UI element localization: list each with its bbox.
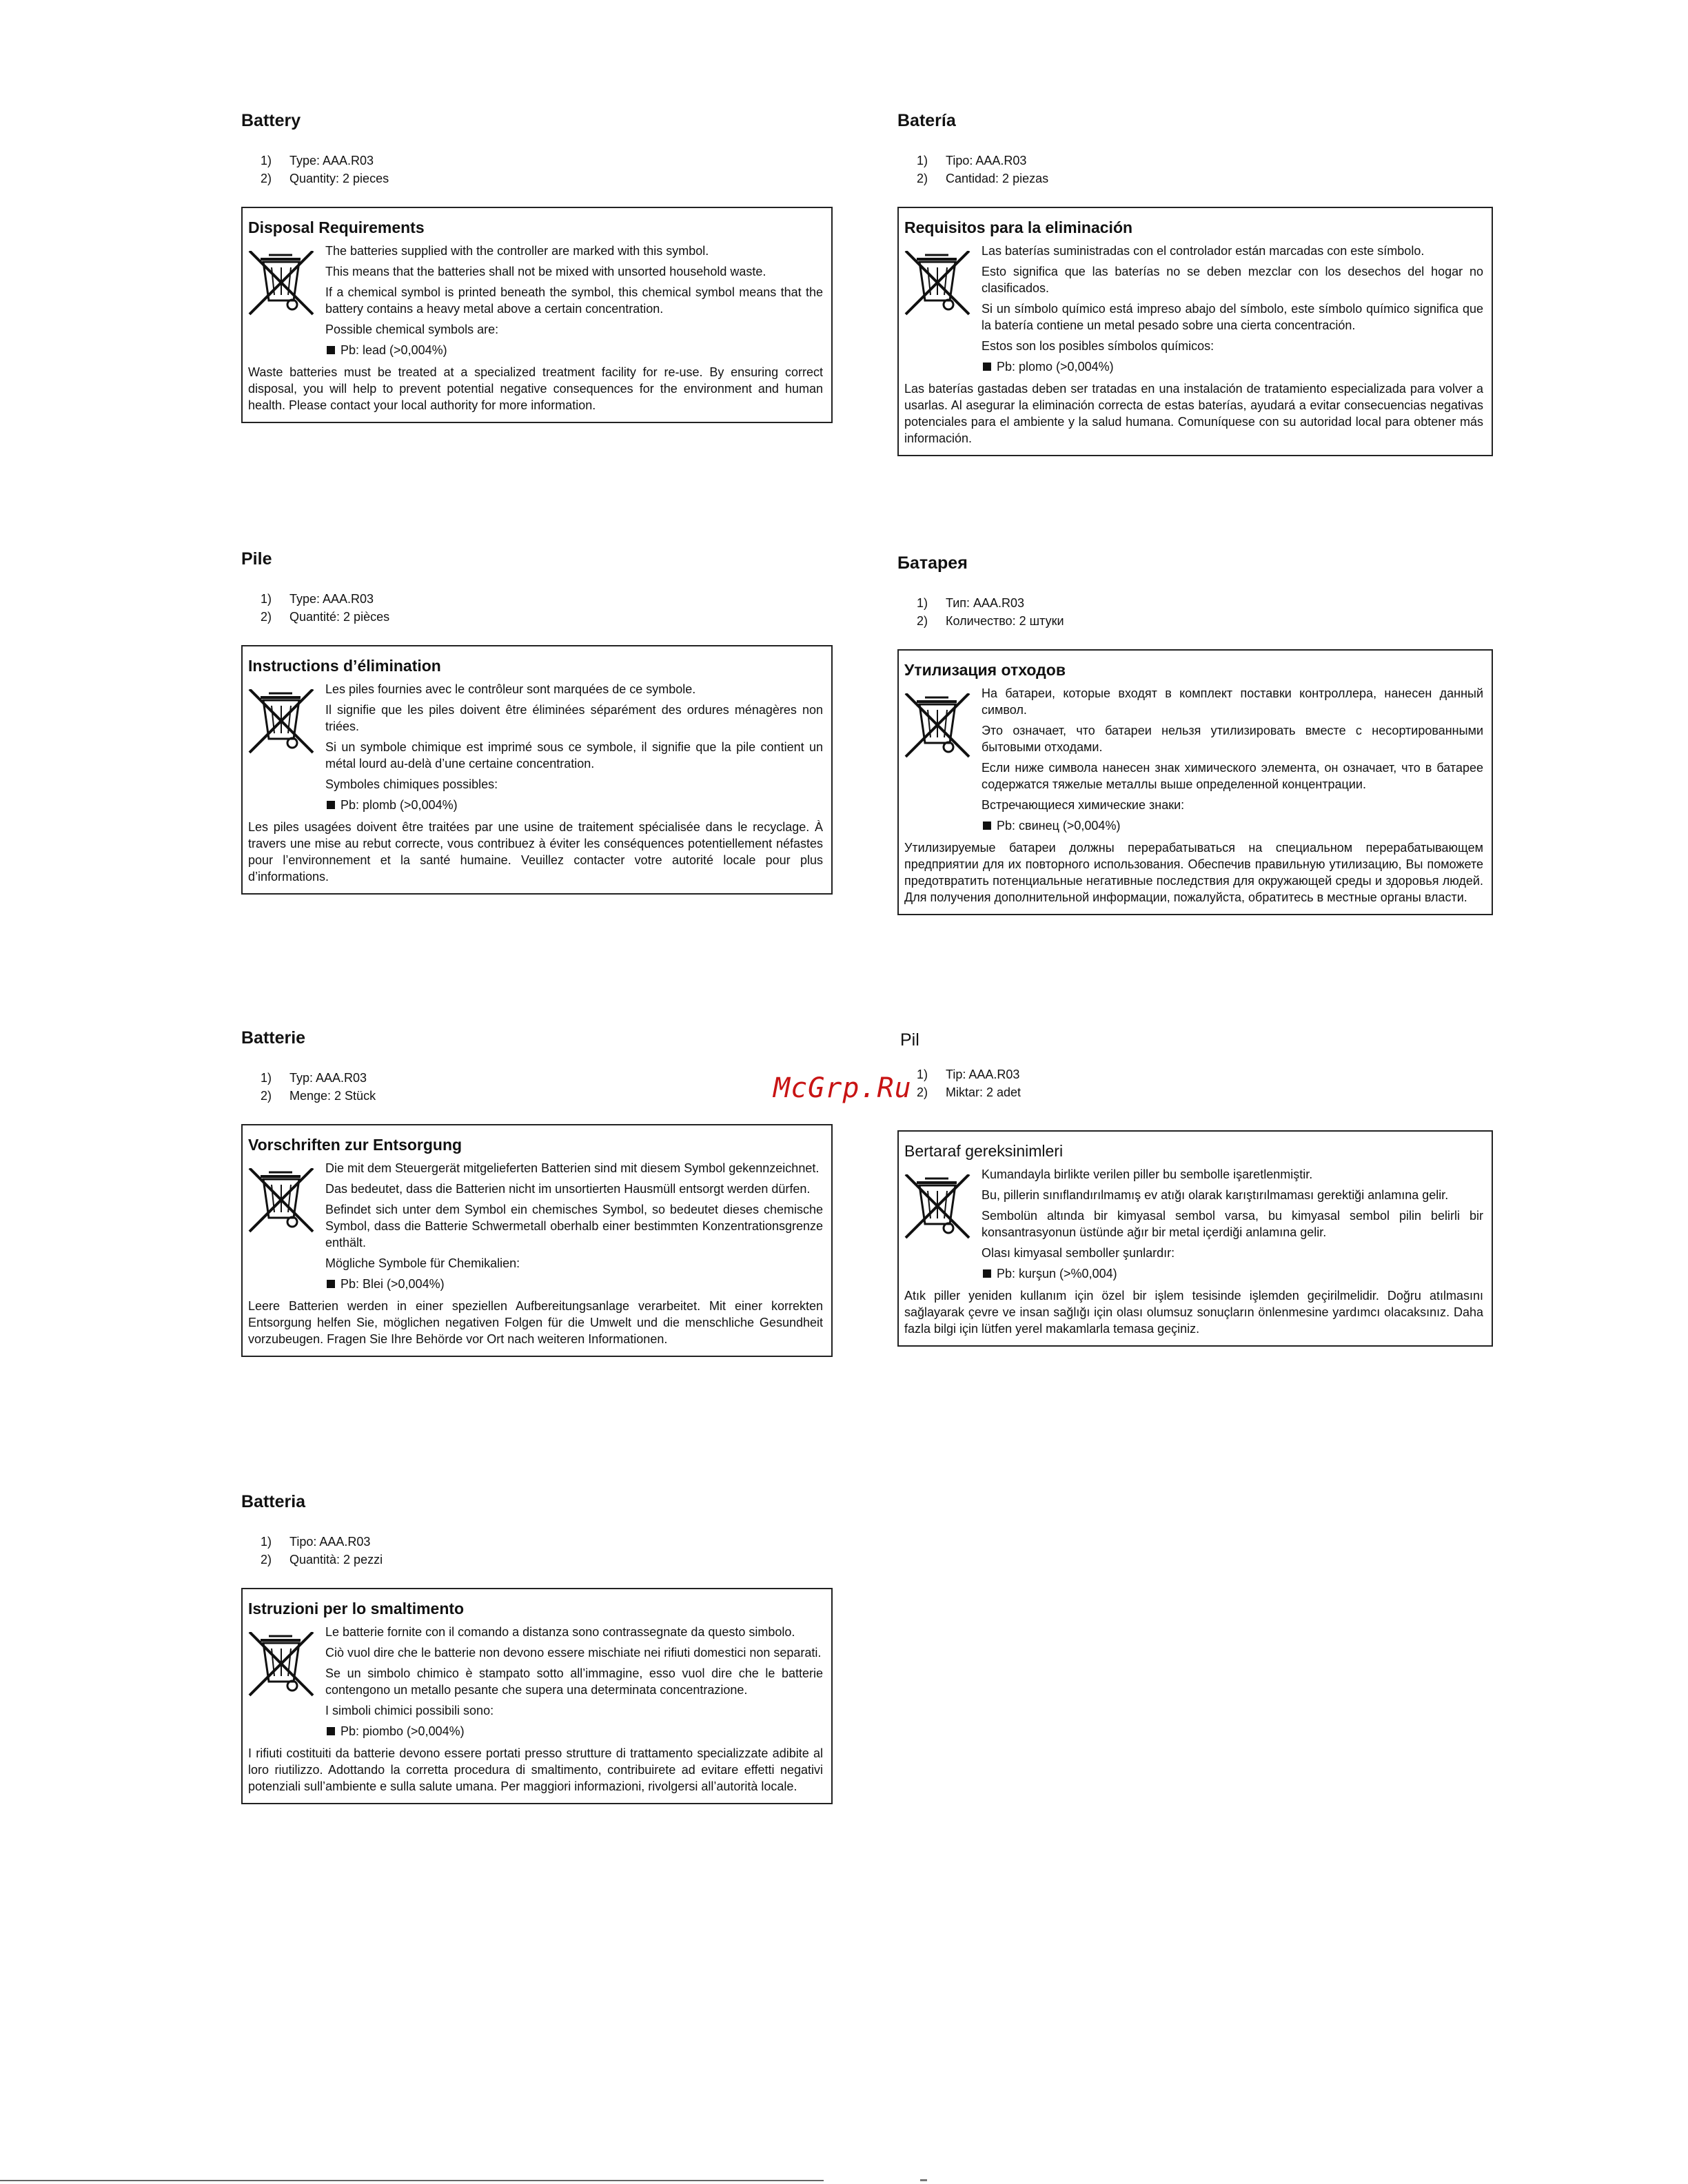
crossed-bin-icon [904,685,982,838]
section-battery-tr [900,1030,1493,1336]
box-line: Symboles chimiques possibles: [325,777,498,791]
spec-item [241,608,834,626]
box-line: Estos son los posibles símbolos químicos: [982,339,1214,353]
spec-number: 1) [261,1071,272,1085]
spec-list [241,590,834,626]
disposal-box [241,1588,833,1804]
spec-item [241,152,834,170]
chemical-symbol-item: Pb: свинец (>0,004%) [982,817,1483,834]
section-title: Battery [241,111,301,130]
spec-text: Quantity: 2 pieces [289,172,389,185]
watermark: McGrp.Ru [773,1072,912,1104]
box-line: Se un simbolo chimico è stampato sotto all’immagine, esso vuol dire che le batterie contengono un metallo pesante che supera una determinata concentrazione. [325,1666,823,1697]
crossed-bin-icon [248,1160,325,1296]
box-line: Si un symbole chimique est imprimé sous ce symbole, il signifie que la pile contient un métal lourd au-delà d’une certaine concentration. [325,740,823,770]
waste-paragraph: Утилизируемые батареи должны перерабатываться на специальном перерабатывающем предприятии для их повторного использования. Обеспечив правильную утилизацию, Вы поможете предотвратить потенциальные негативные последствия для окружающей среды и здоровья людей. Для получения дополнительной информации, пожалуйста, обратитесь в местные органы власти. [904,841,1483,904]
section-battery-de [241,1028,834,1346]
disposal-box [897,1130,1493,1347]
box-title: Утилизация отходов [904,661,1066,679]
box-line: Le batterie fornite con il comando a distanza sono contrassegnate da questo simbolo. [325,1625,795,1639]
box-line: Si un símbolo químico está impreso abajo del símbolo, este símbolo químico significa que la batería contiene un metal pesado sobre una cierta concentración. [982,302,1483,332]
page-bottom-rule [0,2180,824,2181]
section-title: Batteria [241,1492,306,1511]
box-line: Mögliche Symbole für Chemikalien: [325,1256,520,1270]
box-line: Esto significa que las baterías no se deben mezclar con los desechos del hogar no clasificados. [982,265,1483,295]
spec-item [900,1065,1493,1083]
chemical-symbol-item: Pb: plomo (>0,004%) [982,358,1483,375]
box-title: Disposal Requirements [248,218,425,236]
section-title: Batería [897,111,956,130]
spec-item [241,1551,834,1569]
spec-item [900,1083,1493,1101]
box-title: Requisitos para la eliminación [904,218,1133,236]
chemical-symbol-item: Pb: lead (>0,004%) [325,342,823,358]
box-line: This means that the batteries shall not be mixed with unsorted household waste. [325,265,766,278]
crossed-bin-icon [904,243,982,379]
spec-text: Tipo: AAA.R03 [289,1535,371,1549]
chemical-symbol-item: Pb: kurşun (>%0,004) [982,1265,1483,1282]
box-line: Sembolün altında bir kimyasal sembol varsa, bu kimyasal sembol pilin belirli bir konsantrasyonun üstünde ağır bir metal içerdiği anlamına gelir. [982,1209,1483,1239]
box-line: The batteries supplied with the controller are marked with this symbol. [325,244,709,258]
crossed-bin-icon [248,681,325,817]
crossed-bin-icon [248,1624,325,1744]
spec-number: 1) [261,592,272,606]
spec-number: 1) [261,154,272,167]
spec-number: 1) [917,154,928,167]
box-line: Kumandayla birlikte verilen piller bu sembolle işaretlenmiştir. [982,1167,1313,1181]
box-line: If a chemical symbol is printed beneath the symbol, this chemical symbol means that the battery contains a heavy metal above a certain concentration. [325,285,823,316]
spec-item [241,1069,834,1087]
disposal-box [241,1124,833,1357]
box-line: Les piles fournies avec le contrôleur sont marquées de ce symbole. [325,682,696,696]
spec-item [897,152,1490,170]
disposal-box [897,649,1493,915]
spec-list [897,152,1490,187]
spec-list [900,1065,1493,1101]
spec-number: 2) [261,1089,272,1103]
waste-paragraph: Les piles usagées doivent être traitées par une usine de traitement spécialisée dans le recyclage. À travers une mise au rebut correcte, vous contribuez à éviter les conséquences potentiellement néfastes pour l’environnement et la santé humaine. Veuillez contacter votre autorité locale pour plus d’informations. [248,820,823,884]
box-line: На батареи, которые входят в комплект поставки контроллера, нанесен данный символ. [982,686,1483,717]
box-line: Das bedeutet, dass die Batterien nicht im unsortierten Hausmüll entsorgt werden dürfen. [325,1182,811,1196]
spec-number: 2) [261,1553,272,1566]
spec-number: 2) [917,614,928,628]
spec-text: Тип: AAA.R03 [946,596,1025,610]
box-line: Il signifie que les piles doivent être éliminées séparément des ordures ménagères non triées. [325,703,823,733]
spec-number: 2) [261,610,272,624]
disposal-box [241,207,833,423]
box-line: Die mit dem Steuergerät mitgelieferten Batterien sind mit diesem Symbol gekennzeichnet. [325,1161,820,1175]
waste-paragraph: Leere Batterien werden in einer speziellen Aufbereitungsanlage verarbeitet. Mit einer korrekten Entsorgung helfen Sie, möglichen negativen Folgen für die Umwelt und die menschliche Gesundheit vorzubeugen. Fragen Sie Ihre Behörde vor Ort nach weiteren Informationen. [248,1299,823,1346]
spec-text: Tip: AAA.R03 [946,1068,1020,1081]
spec-item [897,170,1490,187]
section-battery-es [897,110,1490,445]
spec-item [241,1533,834,1551]
box-title: Vorschriften zur Entsorgung [248,1136,462,1154]
spec-number: 1) [261,1535,272,1549]
spec-text: Количество: 2 штуки [946,614,1064,628]
section-title: Pil [900,1030,919,1050]
waste-paragraph: I rifiuti costituiti da batterie devono essere portati presso strutture di trattamento specializzate adibite al loro riutilizzo. Adottando la corretta procedura di smaltimento, contribuirete ad evitare effetti negativi potenziali sull’ambiente e sulla salute umana. Per maggiori informazioni, rivolgersi all’autorità locale. [248,1746,823,1793]
box-line: I simboli chimici possibili sono: [325,1704,494,1717]
spec-number: 2) [917,1085,928,1099]
box-line: Bu, pillerin sınıflandırılmamış ev atığı olarak karıştırılmaması gerektiği anlamına gelir. [982,1188,1449,1202]
spec-text: Tipo: AAA.R03 [946,154,1027,167]
spec-number: 1) [917,1068,928,1081]
box-line: Встречающиеся химические знаки: [982,798,1185,812]
spec-item [241,170,834,187]
spec-text: Cantidad: 2 piezas [946,172,1049,185]
box-line: Ciò vuol dire che le batterie non devono essere mischiate nei rifiuti domestici non separati. [325,1646,822,1660]
waste-paragraph: Waste batteries must be treated at a specialized treatment facility for re-use. By ensuring correct disposal, you will help to prevent potential negative consequences for the environment and human health. Please contact your local authority for more information. [248,365,823,412]
section-title: Батарея [897,553,968,573]
section-battery-ru [897,553,1490,904]
section-title: Pile [241,549,272,569]
chemical-symbol-item: Pb: Blei (>0,004%) [325,1276,823,1292]
section-battery-en [241,110,834,412]
spec-item [897,612,1490,630]
spec-text: Quantità: 2 pezzi [289,1553,383,1566]
spec-list [241,1533,834,1569]
spec-list [241,152,834,187]
spec-number: 2) [261,172,272,185]
spec-number: 2) [917,172,928,185]
spec-text: Quantité: 2 pièces [289,610,390,624]
spec-number: 1) [917,596,928,610]
spec-text: Menge: 2 Stück [289,1089,376,1103]
box-line: Это означает, что батареи нельзя утилизировать вместе с несортированными бытовыми отходами. [982,724,1483,754]
chemical-symbol-item: Pb: piombo (>0,004%) [325,1723,823,1739]
waste-paragraph: Las baterías gastadas deben ser tratadas en una instalación de tratamiento especializada para volver a usarlas. Al asegurar la eliminación correcta de estas baterías, ayudará a evitar consecuencias negativas potenciales para el ambiente y la salud humana. Comuníquese con su autoridad local para obtener más información. [904,382,1483,445]
spec-text: Type: AAA.R03 [289,154,374,167]
spec-item [897,594,1490,612]
spec-text: Type: AAA.R03 [289,592,374,606]
disposal-box [241,645,833,895]
box-line: Las baterías suministradas con el controlador están marcadas con este símbolo. [982,244,1425,258]
box-line: Olası kimyasal semboller şunlardır: [982,1246,1175,1260]
spec-list [241,1069,834,1105]
section-battery-it [241,1491,834,1793]
box-line: Possible chemical symbols are: [325,323,499,336]
waste-paragraph: Atık piller yeniden kullanım için özel bir işlem tesisinde işlemden geçirilmelidir. Doğru atılmasını sağlayarak çevre ve insan sağlığı için olası olumsuz sonuçların önlenmesine yardımcı olacaksınız. Daha fazla bilgi için lütfen yerel makamlarla temasa geçiniz. [904,1289,1483,1336]
box-line: Befindet sich unter dem Symbol ein chemisches Symbol, so bedeutet dieses chemische Symbol, dass die Batterie Schwermetall oberhalb einer bestimmten Konzentrationsgrenze enthält. [325,1203,823,1249]
spec-item [241,590,834,608]
crossed-bin-icon [904,1166,982,1286]
section-title: Batterie [241,1028,306,1048]
box-line: Если ниже символа нанесен знак химического элемента, он означает, что в батарее содержатся тяжелые металлы выше определенной концентрации. [982,761,1483,791]
box-title: Bertaraf gereksinimleri [904,1142,1064,1160]
box-title: Istruzioni per lo smaltimento [248,1600,465,1617]
box-title: Instructions d’élimination [248,657,441,675]
crossed-bin-icon [248,243,325,363]
page-bottom-mark [920,2179,927,2181]
spec-text: Miktar: 2 adet [946,1085,1021,1099]
chemical-symbol-item: Pb: plomb (>0,004%) [325,797,823,813]
section-battery-fr [241,549,834,884]
disposal-box [897,207,1493,456]
spec-list [897,594,1490,630]
spec-item [241,1087,834,1105]
spec-text: Typ: AAA.R03 [289,1071,367,1085]
